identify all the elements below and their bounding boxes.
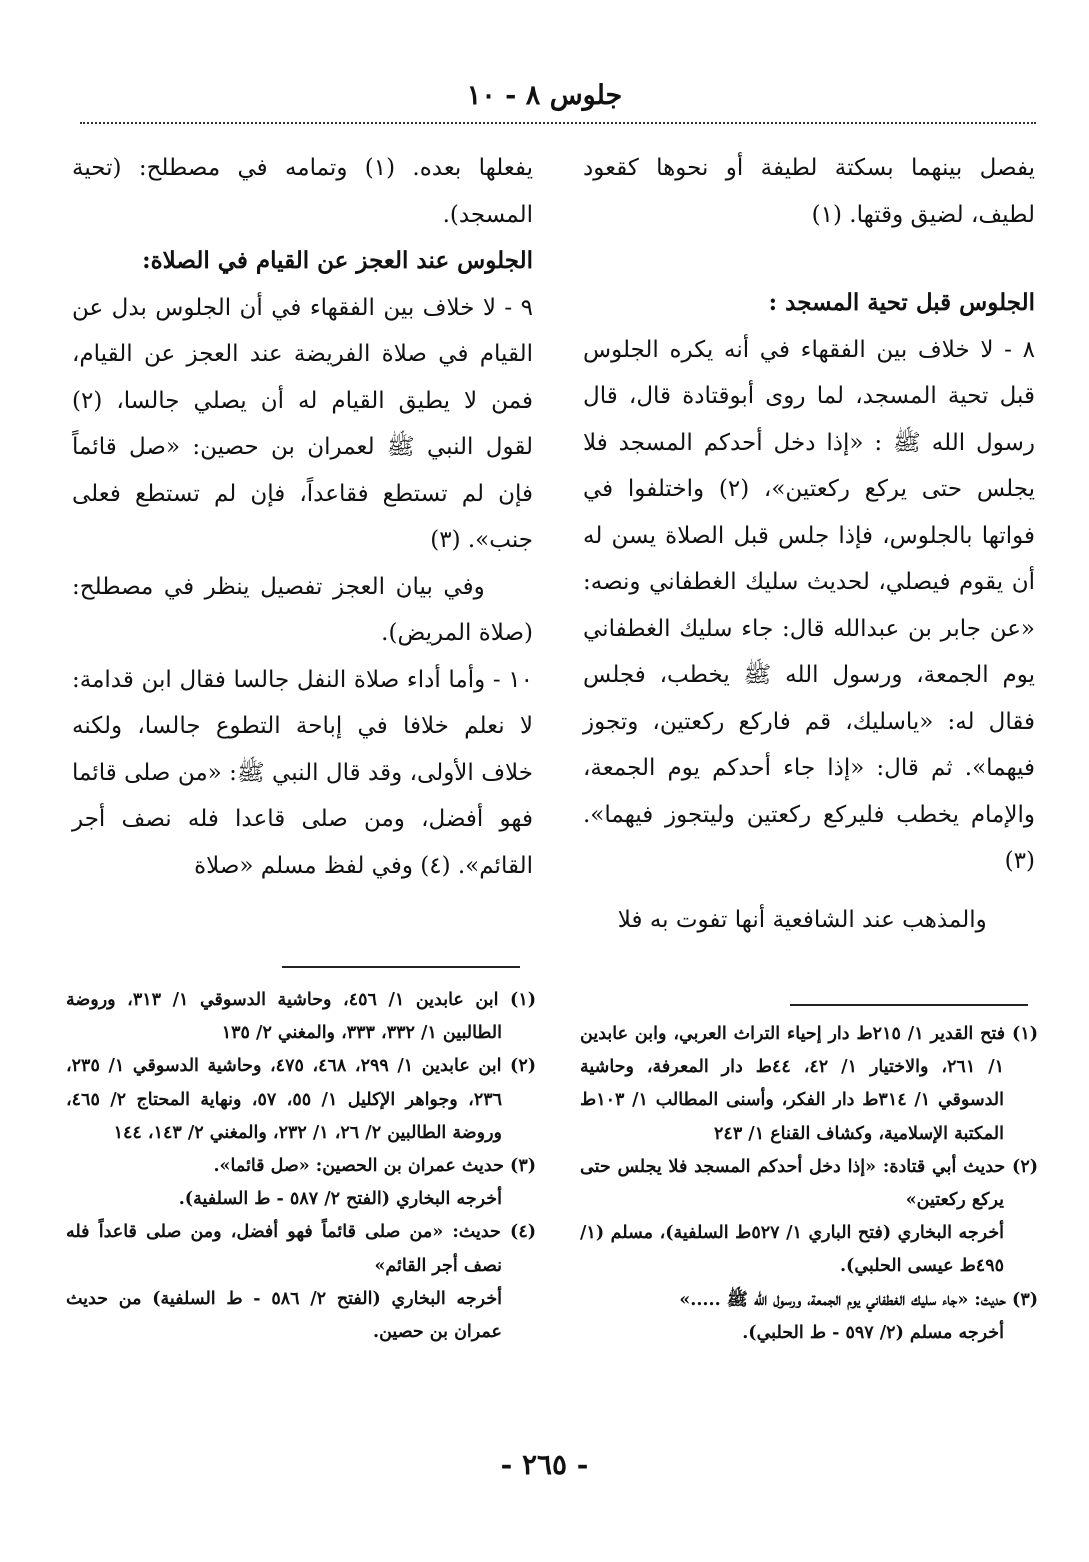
left-paragraph-1: يفعلها بعده. (١) وتمامه في مصطلح: (تحية المسجد). <box>72 155 533 228</box>
left-paragraph-4: ١٠ - وأما أداء صلاة النفل جالسا فقال ابن قدامة: لا نعلم خلافا في إباحة التطوع جالسا، ولكنه خلاف الأولى، وقد قال النبي ﷺ: «من صلى قائما فهو أفضل، ومن صلى قاعدا فله نصف أجر القائم». (٤) وفي لفظ مسلم «صلاة <box>72 666 533 879</box>
page-header <box>0 80 1089 111</box>
footnote-item: (٢) حديث أبي قتادة: «إذا دخل أحدكم المسجد فلا يجلس حتى يركع ركعتين» <box>580 1156 1038 1211</box>
left-paragraph-2: ٩ - لا خلاف بين الفقهاء في أن الجلوس بدل عن القيام في صلاة الفريضة عند العجز عن القيام، فمن لا يطيق القيام له أن يصلي جالسا، (٢) لقول النبي ﷺ لعمران بن حصين: «صل قائماً فإن لم تستطع فقاعداً، فإن لم تستطع فعلى جنب». (٣) <box>72 294 533 553</box>
footnote-item: أخرجه البخاري (الفتح ٢/ ٥٨٦ - ط السلفية) من حديث عمران بن حصين. <box>66 1288 503 1343</box>
footnote-item: (١) ابن عابدين ١/ ٤٥٦، وحاشية الدسوقي ١/ ٣١٣، وروضة الطالبين ١/ ٣٣٢، ٣٣٣، والمغني ٢/ ١٣٥ <box>66 990 537 1044</box>
footnote-item: أخرجه البخاري (الفتح ٢/ ٥٨٧ - ط السلفية). <box>178 1189 502 1210</box>
footnote-item: (١) فتح القدير ١/ ٢١٥ط دار إحياء التراث العربي، وابن عابدين ١/ ٢٦١، والاختيار ١/ ٤٢، ٤٤ط دار المعرفة، وحاشية الدسوقي ١/ ٣١٤ط دار الفكر، وأسنى المطالب ١/ ١٠٣ط المكتبة الإسلامية، وكشاف القناع ١/ ٢٤٣ <box>580 1024 1038 1144</box>
footnote-item: أخرجه البخاري (فتح الباري ١/ ٥٢٧ط السلفية)، مسلم (١/ ٤٩٥ط عيسى الحلبي). <box>580 1223 1005 1277</box>
footnote-item: (٤) حديث: «من صلى قائماً فهو أفضل، ومن صلى قاعداً فله نصف أجر القائم» <box>66 1222 536 1276</box>
footnote-item: (٢) ابن عابدين ١/ ٢٩٩، ٤٦٨، ٤٧٥، وحاشية الدسوقي ١/ ٢٣٥، ٢٣٦، وجواهر الإكليل ١/ ٥٥، ٥٧، ونهاية المحتاج ٢/ ٤٦٥، وروضة الطالبين ٢/ ٢٦، ١/ ٢٣٢، والمغني ٢/ ١٤٣، ١٤٤ <box>66 1056 537 1143</box>
page-title: جلوس ٨ - ١٠ <box>466 80 623 111</box>
page-number: - ٢٦٥ - <box>500 1448 589 1481</box>
left-column <box>72 145 533 889</box>
footnote-item: أخرجه مسلم (٢/ ٥٩٧ - ط الحلبي). <box>742 1322 1004 1343</box>
footnote-divider-left <box>282 966 520 968</box>
right-paragraph-2: ٨ - لا خلاف بين الفقهاء في أنه يكره الجلوس قبل تحية المسجد، لما روى أبوقتادة قال، قال رسول الله ﷺ : «إذا دخل أحدكم المسجد فلا يجلس حتى يركع ركعتين»، (٢) واختلفوا في فواتها بالجلوس، فإذا جلس قبل الصلاة يسن له أن يقوم فيصلي، لحديث سليك الغطفاني ونصه: «عن جابر بن عبدالله قال: جاء سليك الغطفاني يوم الجمعة، ورسول الله ﷺ يخطب، فجلس فقال له: «ياسليك، قم فاركع ركعتين، وتجوز فيهما». ثم قال: «إذا جاء أحدكم يوم الجمعة، والإمام يخطب فليركع ركعتين وليتجوز فيهما». (٣) <box>583 336 1035 874</box>
left-paragraph-3: وفي بيان العجز تفصيل ينظر في مصطلح: (صلاة المريض). <box>72 573 533 646</box>
section-heading-ajz-qiyam: الجلوس عند العجز عن القيام في الصلاة: <box>142 247 533 274</box>
footnote-item: (٣) حديث عمران بن الحصين: «صل قائما». <box>213 1156 536 1177</box>
section-heading-tahiyyat-masjid: الجلوس قبل تحية المسجد : <box>768 289 1035 316</box>
right-column <box>583 145 1035 943</box>
right-paragraph-3: والمذهب عند الشافعية أنها تفوت به فلا <box>617 906 987 933</box>
footnotes-right <box>580 1018 1038 1350</box>
right-paragraph-1: يفصل بينهما بسكتة لطيفة أو نحوها كقعود لطيف، لضيق وقتها. (١) <box>583 155 1035 228</box>
footnotes-left <box>66 984 536 1349</box>
header-divider <box>80 122 1036 124</box>
footnote-item: (٣) حديث: «جاء سليك الغطفاني يوم الجمعة، ورسول الله ﷺ .....» <box>679 1289 1038 1310</box>
footnote-divider-right <box>790 1004 1028 1006</box>
